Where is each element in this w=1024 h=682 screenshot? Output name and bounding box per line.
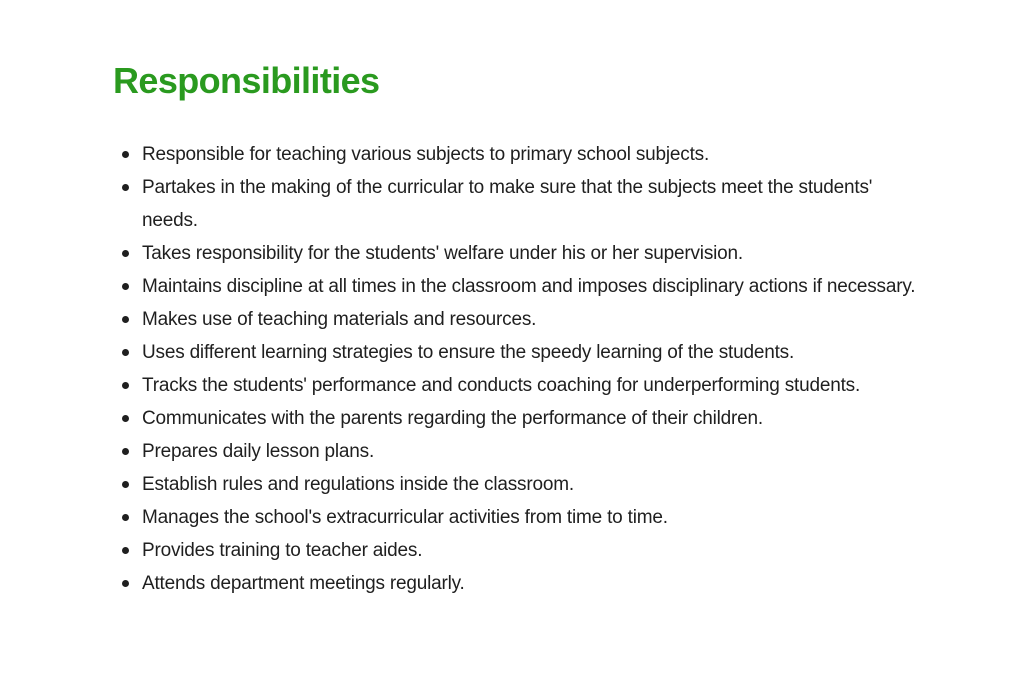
list-item bbox=[142, 501, 922, 534]
list-item bbox=[142, 369, 922, 402]
list-item bbox=[142, 270, 922, 303]
list-item bbox=[142, 303, 922, 336]
bullet-icon bbox=[122, 184, 129, 191]
bullet-icon bbox=[122, 547, 129, 554]
list-item-text: Responsible for teaching various subjects to primary school subjects. bbox=[142, 144, 710, 165]
list-item-text: Takes responsibility for the students' welfare under his or her supervision. bbox=[142, 243, 743, 264]
list-item-text: Prepares daily lesson plans. bbox=[142, 441, 375, 462]
bullet-icon bbox=[122, 316, 129, 323]
list-item-text: Uses different learning strategies to ensure the speedy learning of the students. bbox=[142, 342, 795, 363]
bullet-icon bbox=[122, 151, 129, 158]
list-item-text: Attends department meetings regularly. bbox=[142, 573, 465, 594]
bullet-icon bbox=[122, 283, 129, 290]
list-item-text: Manages the school's extracurricular activities from time to time. bbox=[142, 507, 668, 528]
list-item-text: Establish rules and regulations inside the classroom. bbox=[142, 474, 574, 495]
list-item bbox=[142, 534, 922, 567]
list-item-text: Communicates with the parents regarding the performance of their children. bbox=[142, 408, 763, 429]
section-title: Responsibilities bbox=[113, 60, 380, 101]
list-item bbox=[142, 171, 922, 237]
list-item-text: Makes use of teaching materials and resources. bbox=[142, 309, 537, 330]
list-item bbox=[142, 402, 922, 435]
list-item bbox=[142, 435, 922, 468]
bullet-icon bbox=[122, 415, 129, 422]
list-item bbox=[142, 468, 922, 501]
bullet-icon bbox=[122, 481, 129, 488]
bullet-icon bbox=[122, 349, 129, 356]
list-item bbox=[142, 336, 922, 369]
bullet-icon bbox=[122, 580, 129, 587]
bullet-icon bbox=[122, 250, 129, 257]
bullet-icon bbox=[122, 514, 129, 521]
bullet-icon bbox=[122, 448, 129, 455]
list-item bbox=[142, 237, 922, 270]
list-item bbox=[142, 138, 922, 171]
bullet-icon bbox=[122, 382, 129, 389]
list-item-text: Provides training to teacher aides. bbox=[142, 540, 423, 561]
list-item bbox=[142, 567, 922, 600]
list-item-text: Tracks the students' performance and conducts coaching for underperforming students. bbox=[142, 375, 861, 396]
list-item-text: Maintains discipline at all times in the classroom and imposes disciplinary actions if necessary. bbox=[142, 276, 916, 297]
responsibilities-list bbox=[142, 138, 922, 600]
list-item-text: Partakes in the making of the curricular to make sure that the subjects meet the students' needs. bbox=[142, 177, 873, 231]
